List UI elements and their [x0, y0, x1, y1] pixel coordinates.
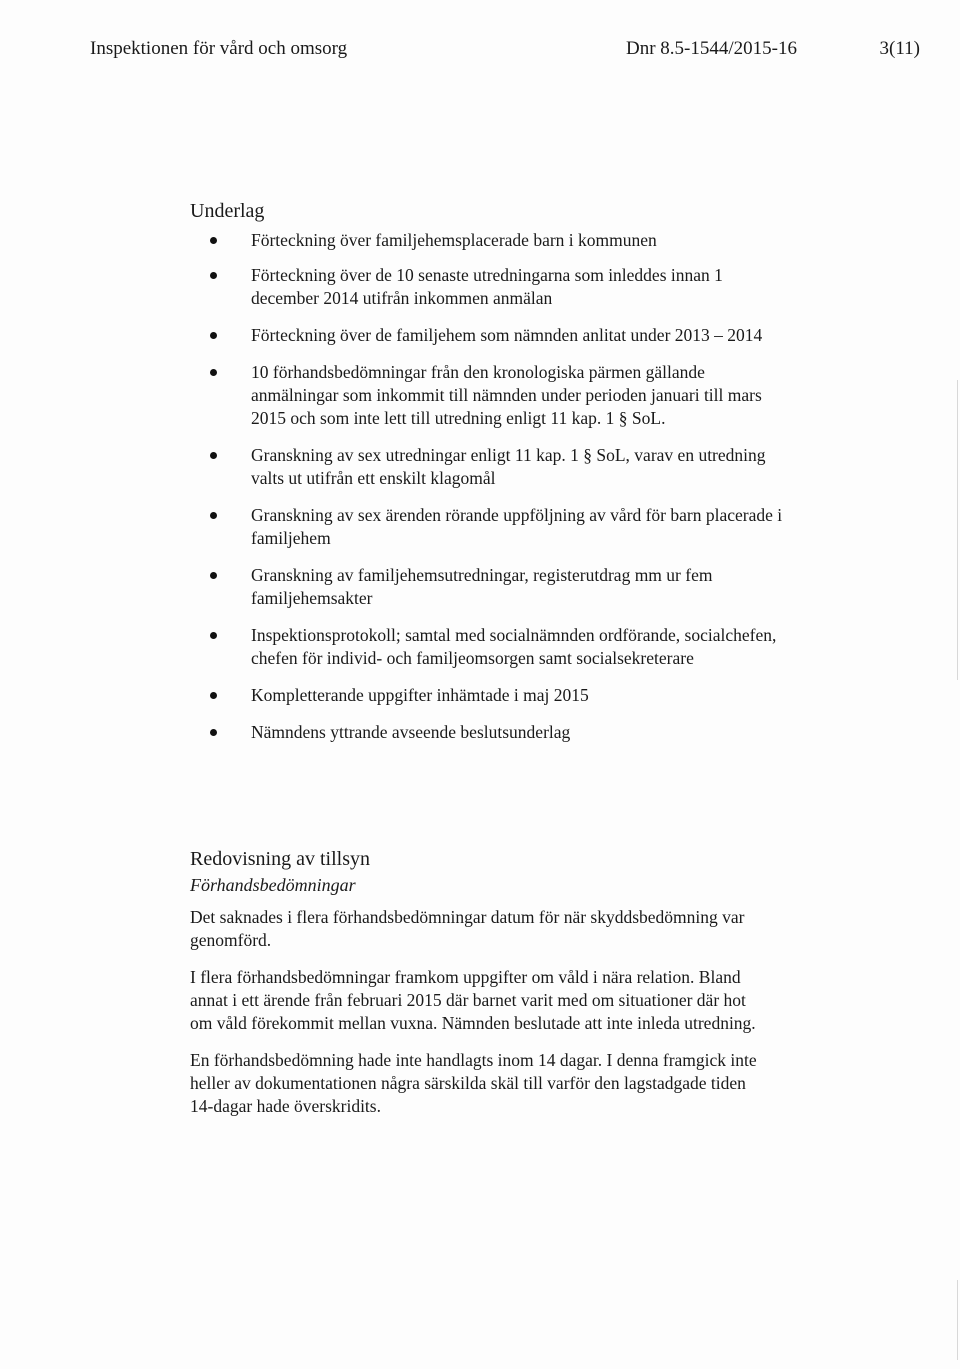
list-item-text: Granskning av familjehemsutredningar, registerutdrag mm ur fem familjehemsakter	[251, 565, 713, 608]
list-item	[190, 624, 790, 670]
underlag-section	[190, 200, 790, 758]
list-item-text: Förteckning över de familjehem som nämnden anlitat under 2013 – 2014	[251, 325, 763, 345]
bullet-icon	[210, 369, 217, 376]
bullet-icon	[210, 512, 217, 519]
list-item	[190, 324, 790, 347]
list-item-text: Granskning av sex ärenden rörande uppföljning av vård för barn placerade i familjehem	[251, 505, 783, 548]
bullet-icon	[210, 237, 217, 244]
underlag-list	[190, 229, 790, 744]
list-item-text: Förteckning över de 10 senaste utredningarna som inleddes innan 1 december 2014 utifrån inkommen anmälan	[251, 265, 723, 308]
paragraph: Det saknades i flera förhandsbedömningar datum för när skyddsbedömning var genomförd.	[190, 907, 745, 950]
redovisning-subheading: Förhandsbedömningar	[190, 875, 356, 895]
list-item	[190, 721, 790, 744]
page-header	[90, 38, 920, 68]
paragraph: En förhandsbedömning hade inte handlagts inom 14 dagar. I denna framgick inte heller av dokumentationen några särskilda skäl till varför den lagstadgade tiden 14-dagar hade överskridits.	[190, 1050, 757, 1116]
scan-edge-line	[957, 1280, 958, 1360]
paragraph: I flera förhandsbedömningar framkom uppgifter om våld i nära relation. Bland annat i ett ärende från februari 2015 där barnet varit med om situationer där hot om våld förekommit mellan vuxna. Nämnden beslutade att inte inleda utredning.	[190, 967, 756, 1033]
bullet-icon	[210, 332, 217, 339]
list-item	[190, 361, 790, 430]
bullet-icon	[210, 692, 217, 699]
redovisning-section	[190, 848, 770, 1132]
document-number: Dnr 8.5-1544/2015-16	[626, 38, 797, 59]
list-item	[190, 564, 790, 610]
list-item-text: Förteckning över familjehemsplacerade barn i kommunen	[251, 230, 657, 250]
list-item	[190, 264, 790, 310]
list-item	[190, 444, 790, 490]
page-number: 3(11)	[879, 38, 920, 59]
list-item	[190, 684, 790, 707]
bullet-icon	[210, 632, 217, 639]
bullet-icon	[210, 452, 217, 459]
organization-name: Inspektionen för vård och omsorg	[90, 38, 348, 59]
list-item-text: Nämndens yttrande avseende beslutsunderlag	[251, 722, 571, 742]
list-item-text: Kompletterande uppgifter inhämtade i maj 2015	[251, 685, 589, 705]
underlag-heading: Underlag	[190, 200, 265, 222]
bullet-icon	[210, 572, 217, 579]
list-item-text: 10 förhandsbedömningar från den kronologiska pärmen gällande anmälningar som inkommit till nämnden under perioden januari till mars 2015 och som inte lett till utredning enligt 11 kap. 1 § SoL.	[251, 362, 762, 428]
list-item-text: Granskning av sex utredningar enligt 11 kap. 1 § SoL, varav en utredning valts ut utifrån ett enskilt klagomål	[251, 445, 766, 488]
list-item	[190, 504, 790, 550]
redovisning-heading: Redovisning av tillsyn	[190, 848, 370, 870]
scan-edge-line	[957, 380, 958, 680]
bullet-icon	[210, 272, 217, 279]
bullet-icon	[210, 729, 217, 736]
list-item	[190, 229, 790, 252]
list-item-text: Inspektionsprotokoll; samtal med socialnämnden ordförande, socialchefen, chefen för individ- och familjeomsorgen samt socialsekreterare	[251, 625, 777, 668]
